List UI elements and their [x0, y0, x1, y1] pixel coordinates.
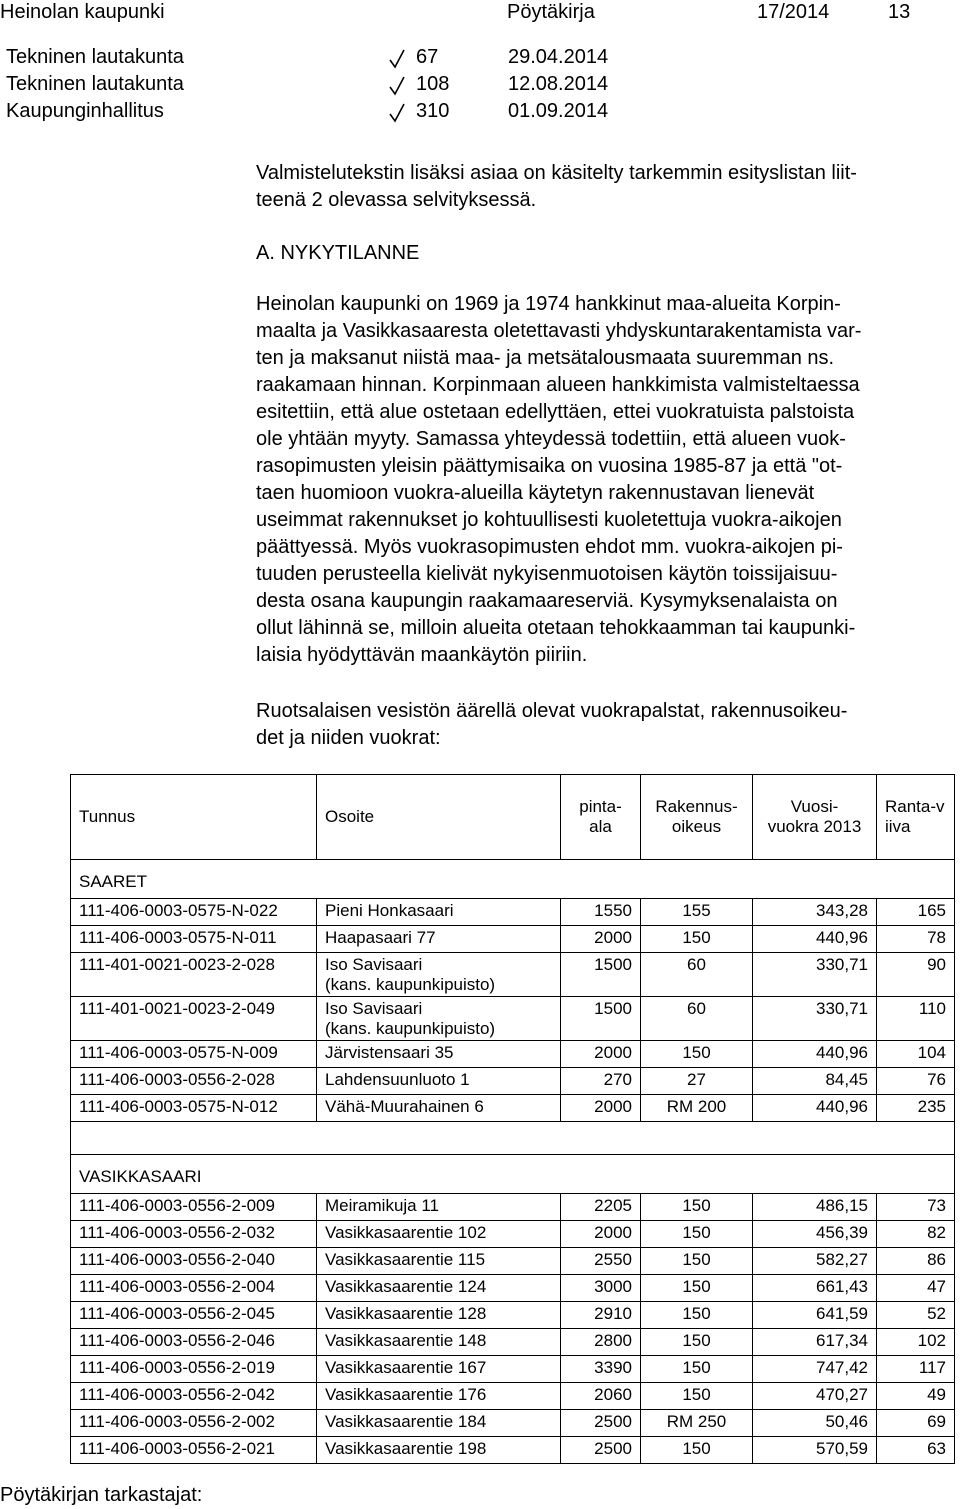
page-header [0, 0, 960, 24]
cell-osoite [317, 1356, 561, 1383]
group-name: VASIKKASAARI [71, 1155, 955, 1194]
address-line: Vähä-Muurahainen 6 [325, 1097, 484, 1116]
cell-tunnus: 111-401-0021-0023-2-049 [71, 997, 317, 1041]
address-line: Järvistensaari 35 [325, 1043, 454, 1062]
address-line: Lahdensuunluoto 1 [325, 1070, 470, 1089]
cell-osoite [317, 1221, 561, 1248]
text-line: ten ja maksanut niistä maa- ja metsätalousmaata suuremman ns. [256, 347, 835, 369]
cell-osoite [317, 1041, 561, 1068]
table-row [71, 1095, 955, 1122]
reference-section: 108 [416, 73, 450, 95]
cell-pinta-ala: 2000 [561, 1221, 641, 1248]
reference-row [0, 46, 960, 73]
group-row [71, 1155, 955, 1194]
cell-pinta-ala: 1500 [561, 997, 641, 1041]
reference-body: Kaupunginhallitus [6, 100, 164, 122]
cell-vuosivuokra: 440,96 [753, 1041, 877, 1068]
text-line: tuuden perusteella kielivät nykyisenmuotoisen käytön toissijaisuu- [256, 563, 838, 585]
table-row [71, 1275, 955, 1302]
text-line: raakamaan hinnan. Korpinmaan alueen hankkimista valmisteltaessa [256, 374, 860, 396]
text-line: Valmistelutekstin lisäksi asiaa on käsitelty tarkemmin esityslistan liit- [256, 162, 857, 184]
cell-pinta-ala: 2060 [561, 1383, 641, 1410]
cell-vuosivuokra: 456,39 [753, 1221, 877, 1248]
cell-tunnus: 111-406-0003-0556-2-021 [71, 1437, 317, 1464]
address-line: Iso Savisaari [325, 999, 423, 1018]
column-header: Osoite [317, 775, 561, 860]
cell-rakennusoikeus: 27 [641, 1068, 753, 1095]
page-number: 13 [888, 1, 911, 23]
cell-rantaviiva: 73 [877, 1194, 955, 1221]
address-line: Pieni Honkasaari [325, 901, 454, 920]
cell-tunnus: 111-406-0003-0556-2-042 [71, 1383, 317, 1410]
cell-rakennusoikeus: 150 [641, 1194, 753, 1221]
address-line: Vasikkasaarentie 184 [325, 1412, 487, 1431]
text-line: desta osana kaupungin raakamaareserviä. Kysymyksenalaista on [256, 590, 838, 612]
text-line: teenä 2 olevassa selvityksessä. [256, 189, 537, 211]
table-row [71, 997, 955, 1041]
cell-osoite [317, 1095, 561, 1122]
cell-pinta-ala: 2500 [561, 1437, 641, 1464]
address-line: Iso Savisaari [325, 955, 423, 974]
cell-rantaviiva: 49 [877, 1383, 955, 1410]
cell-vuosivuokra: 470,27 [753, 1383, 877, 1410]
cell-vuosivuokra: 84,45 [753, 1068, 877, 1095]
table-header-row [71, 775, 955, 860]
table-row [71, 1356, 955, 1383]
cell-osoite [317, 926, 561, 953]
cell-rakennusoikeus: RM 250 [641, 1410, 753, 1437]
cell-osoite [317, 1275, 561, 1302]
check-mark-icon [388, 102, 406, 124]
table-row [71, 1221, 955, 1248]
cell-vuosivuokra: 343,28 [753, 899, 877, 926]
cell-osoite [317, 1194, 561, 1221]
doc-type: Pöytäkirja [507, 1, 595, 23]
cell-tunnus: 111-401-0021-0023-2-028 [71, 953, 317, 997]
cell-pinta-ala: 3390 [561, 1356, 641, 1383]
section-heading: A. NYKYTILANNE [256, 242, 420, 264]
cell-rantaviiva: 78 [877, 926, 955, 953]
cell-osoite [317, 1329, 561, 1356]
cell-vuosivuokra: 661,43 [753, 1275, 877, 1302]
cell-rantaviiva: 76 [877, 1068, 955, 1095]
cell-rakennusoikeus: 150 [641, 1275, 753, 1302]
cell-tunnus: 111-406-0003-0556-2-032 [71, 1221, 317, 1248]
table-row [71, 899, 955, 926]
cell-rantaviiva: 110 [877, 997, 955, 1041]
address-line: Vasikkasaarentie 167 [325, 1358, 487, 1377]
address-line: Vasikkasaarentie 176 [325, 1385, 487, 1404]
cell-rantaviiva: 165 [877, 899, 955, 926]
text-line: rasopimusten yleisin päättymisaika on vuosina 1985-87 ja että "ot- [256, 455, 843, 477]
table-row [71, 1383, 955, 1410]
table-row [71, 1248, 955, 1275]
check-mark-icon [388, 48, 406, 70]
cell-osoite [317, 1302, 561, 1329]
cell-vuosivuokra: 440,96 [753, 926, 877, 953]
text-line: det ja niiden vuokrat: [256, 727, 441, 749]
intro-paragraph [256, 160, 954, 214]
cell-rantaviiva: 63 [877, 1437, 955, 1464]
org-name: Heinolan kaupunki [0, 1, 165, 23]
reference-section: 310 [416, 100, 450, 122]
cell-tunnus: 111-406-0003-0556-2-046 [71, 1329, 317, 1356]
cell-rakennusoikeus: 150 [641, 1383, 753, 1410]
cell-rakennusoikeus: 60 [641, 953, 753, 997]
cell-rantaviiva: 52 [877, 1302, 955, 1329]
column-header: Tunnus [71, 775, 317, 860]
body-paragraph [256, 291, 954, 669]
cell-osoite [317, 1383, 561, 1410]
cell-rakennusoikeus: 150 [641, 926, 753, 953]
column-header: pinta- ala [561, 775, 641, 860]
cell-pinta-ala: 2800 [561, 1329, 641, 1356]
cell-rakennusoikeus: 150 [641, 1041, 753, 1068]
cell-rantaviiva: 104 [877, 1041, 955, 1068]
text-line: taen huomioon vuokra-alueilla käytetyn rakennustavan lienevät [256, 482, 815, 504]
cell-rantaviiva: 117 [877, 1356, 955, 1383]
cell-rantaviiva: 90 [877, 953, 955, 997]
cell-rantaviiva: 69 [877, 1410, 955, 1437]
table-row [71, 1041, 955, 1068]
text-line: ole yhtään myyty. Samassa yhteydessä todettiin, että alueen vuok- [256, 428, 846, 450]
cell-rakennusoikeus: 150 [641, 1437, 753, 1464]
cell-rantaviiva: 82 [877, 1221, 955, 1248]
text-line: ollut lähinnä se, milloin alueita otetaan tehokkaamman tai kaupunki- [256, 617, 856, 639]
text-line: maalta ja Vasikkasaaresta oletettavasti yhdyskuntarakentamista var- [256, 320, 862, 342]
column-header: Ranta-v iiva [877, 775, 955, 860]
cell-vuosivuokra: 486,15 [753, 1194, 877, 1221]
cell-osoite [317, 1248, 561, 1275]
cell-rakennusoikeus: 60 [641, 997, 753, 1041]
address-line: Meiramikuja 11 [325, 1196, 440, 1215]
text-line: Ruotsalaisen vesistön äärellä olevat vuokrapalstat, rakennusoikeu- [256, 700, 848, 722]
reference-row [0, 73, 960, 100]
footer-label: Pöytäkirjan tarkastajat: [0, 1484, 203, 1506]
cell-vuosivuokra: 570,59 [753, 1437, 877, 1464]
cell-osoite [317, 1068, 561, 1095]
cell-rantaviiva: 47 [877, 1275, 955, 1302]
cell-pinta-ala: 1500 [561, 953, 641, 997]
cell-osoite [317, 899, 561, 926]
cell-tunnus: 111-406-0003-0556-2-019 [71, 1356, 317, 1383]
cell-osoite [317, 1437, 561, 1464]
column-header: Rakennus- oikeus [641, 775, 753, 860]
cell-tunnus: 111-406-0003-0575-N-011 [71, 926, 317, 953]
cell-pinta-ala: 1550 [561, 899, 641, 926]
text-line: Heinolan kaupunki on 1969 ja 1974 hankkinut maa-alueita Korpin- [256, 293, 841, 315]
cell-tunnus: 111-406-0003-0556-2-002 [71, 1410, 317, 1437]
cell-vuosivuokra: 330,71 [753, 997, 877, 1041]
cell-vuosivuokra: 330,71 [753, 953, 877, 997]
cell-rakennusoikeus: 155 [641, 899, 753, 926]
cell-rakennusoikeus: 150 [641, 1221, 753, 1248]
cell-pinta-ala: 2500 [561, 1410, 641, 1437]
cell-rantaviiva: 235 [877, 1095, 955, 1122]
table-row [71, 1302, 955, 1329]
table-intro [256, 698, 954, 752]
address-line: Vasikkasaarentie 124 [325, 1277, 487, 1296]
cell-vuosivuokra: 50,46 [753, 1410, 877, 1437]
reference-section: 67 [416, 46, 439, 68]
doc-number: 17/2014 [757, 1, 830, 23]
column-header: Vuosi- vuokra 2013 [753, 775, 877, 860]
cell-rakennusoikeus: 150 [641, 1329, 753, 1356]
cell-rakennusoikeus: 150 [641, 1248, 753, 1275]
cell-pinta-ala: 2000 [561, 1041, 641, 1068]
cell-vuosivuokra: 747,42 [753, 1356, 877, 1383]
cell-osoite [317, 997, 561, 1041]
text-line: päättyessä. Myös vuokrasopimusten ehdot mm. vuokra-aikojen pi- [256, 536, 843, 558]
reference-body: Tekninen lautakunta [6, 46, 184, 68]
cell-pinta-ala: 270 [561, 1068, 641, 1095]
cell-rakennusoikeus: RM 200 [641, 1095, 753, 1122]
cell-pinta-ala: 2910 [561, 1302, 641, 1329]
address-line: Vasikkasaarentie 198 [325, 1439, 487, 1458]
cell-rakennusoikeus: 150 [641, 1356, 753, 1383]
text-line: laisia hyödyttävän maankäytön piiriin. [256, 644, 588, 666]
cell-pinta-ala: 2000 [561, 926, 641, 953]
cell-tunnus: 111-406-0003-0556-2-028 [71, 1068, 317, 1095]
cell-osoite [317, 1410, 561, 1437]
address-note: (kans. kaupunkipuisto) [325, 975, 496, 994]
spacer-row [71, 1122, 955, 1155]
cell-tunnus: 111-406-0003-0575-N-012 [71, 1095, 317, 1122]
cell-tunnus: 111-406-0003-0556-2-040 [71, 1248, 317, 1275]
cell-tunnus: 111-406-0003-0556-2-004 [71, 1275, 317, 1302]
table-row [71, 953, 955, 997]
cell-tunnus: 111-406-0003-0556-2-045 [71, 1302, 317, 1329]
cell-pinta-ala: 2205 [561, 1194, 641, 1221]
table-row [71, 1068, 955, 1095]
cell-tunnus: 111-406-0003-0556-2-009 [71, 1194, 317, 1221]
reference-list [0, 46, 960, 127]
reference-body: Tekninen lautakunta [6, 73, 184, 95]
lease-table [70, 774, 955, 1464]
table-row [71, 1410, 955, 1437]
reference-date: 29.04.2014 [508, 46, 609, 68]
cell-tunnus: 111-406-0003-0575-N-009 [71, 1041, 317, 1068]
group-name: SAARET [71, 860, 955, 899]
table-row [71, 1437, 955, 1464]
table-row [71, 926, 955, 953]
cell-rakennusoikeus: 150 [641, 1302, 753, 1329]
cell-vuosivuokra: 641,59 [753, 1302, 877, 1329]
cell-rantaviiva: 102 [877, 1329, 955, 1356]
address-line: Haapasaari 77 [325, 928, 436, 947]
reference-date: 01.09.2014 [508, 100, 609, 122]
reference-date: 12.08.2014 [508, 73, 609, 95]
address-note: (kans. kaupunkipuisto) [325, 1019, 496, 1038]
group-row [71, 860, 955, 899]
cell-pinta-ala: 2550 [561, 1248, 641, 1275]
reference-row [0, 100, 960, 127]
cell-pinta-ala: 3000 [561, 1275, 641, 1302]
cell-pinta-ala: 2000 [561, 1095, 641, 1122]
text-line: esitettiin, että alue ostetaan edellyttäen, ettei vuokratuista palstoista [256, 401, 855, 423]
cell-rantaviiva: 86 [877, 1248, 955, 1275]
address-line: Vasikkasaarentie 148 [325, 1331, 487, 1350]
cell-vuosivuokra: 440,96 [753, 1095, 877, 1122]
address-line: Vasikkasaarentie 102 [325, 1223, 487, 1242]
cell-vuosivuokra: 617,34 [753, 1329, 877, 1356]
text-line: useimmat rakennukset jo kohtuullisesti kuoletettuja vuokra-aikojen [256, 509, 842, 531]
check-mark-icon [388, 75, 406, 97]
table-row [71, 1329, 955, 1356]
cell-osoite [317, 953, 561, 997]
cell-vuosivuokra: 582,27 [753, 1248, 877, 1275]
table-row [71, 1194, 955, 1221]
address-line: Vasikkasaarentie 115 [325, 1250, 486, 1269]
address-line: Vasikkasaarentie 128 [325, 1304, 487, 1323]
cell-tunnus: 111-406-0003-0575-N-022 [71, 899, 317, 926]
